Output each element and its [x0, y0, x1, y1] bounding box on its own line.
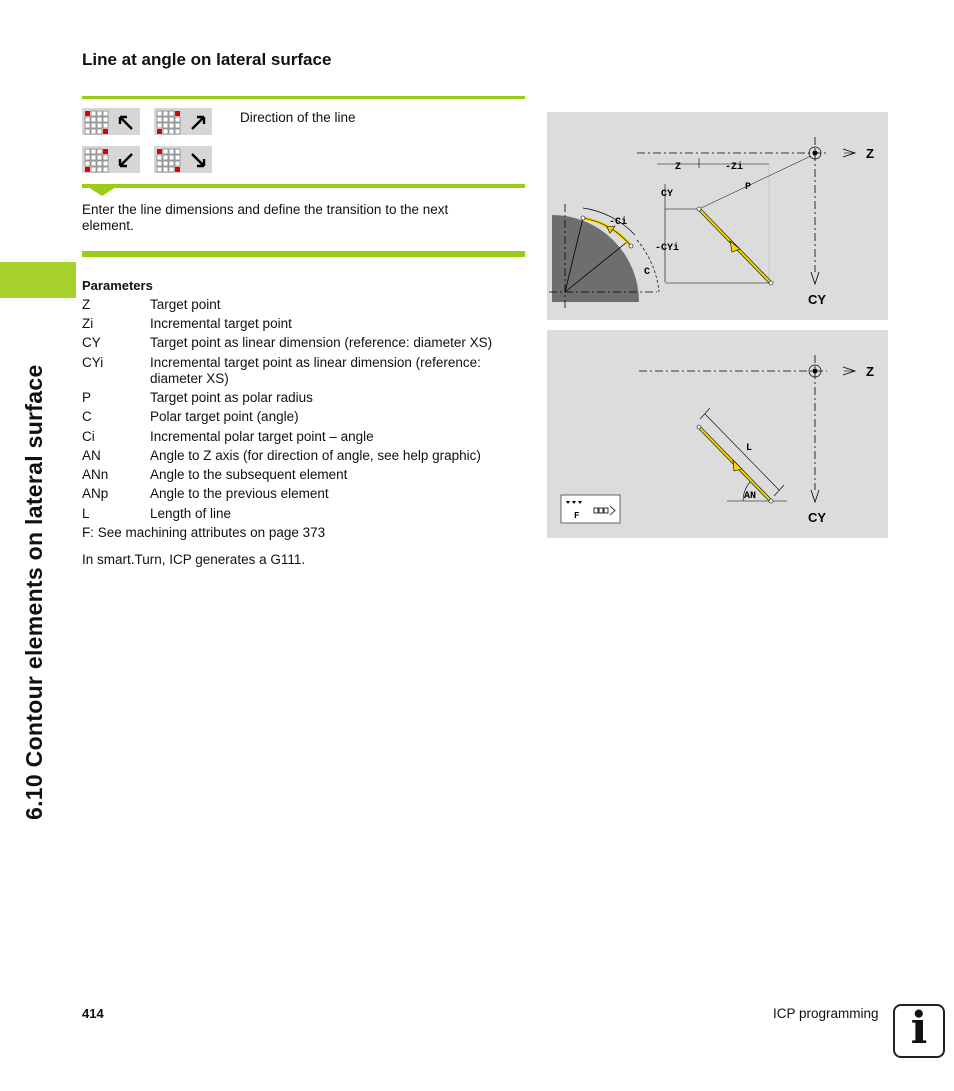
label-an: AN: [744, 491, 757, 502]
label-cy-axis: CY: [808, 292, 827, 307]
info-icon: i: [893, 1004, 945, 1058]
divider-thick: [82, 251, 525, 257]
label-cyi: -CYi: [655, 243, 680, 254]
machining-attributes-icon: [561, 495, 620, 523]
note-machining-attributes: F: See machining attributes on page 373: [82, 525, 326, 540]
direction-down-right-button[interactable]: [154, 146, 212, 173]
label-l: L: [746, 443, 753, 454]
help-graphic-polar: [547, 112, 888, 320]
label-p: P: [745, 182, 752, 193]
label-f: F: [574, 511, 580, 521]
page-number: 414: [82, 1006, 104, 1021]
intro-text: Enter the line dimensions and define the transition to the next element.: [82, 202, 449, 233]
label-ci: -Ci: [609, 217, 628, 228]
label-c: C: [644, 267, 651, 278]
help-graphic-line-angle: [547, 330, 888, 538]
direction-down-right-icon: [154, 146, 212, 173]
parameters-title: Parameters: [82, 278, 153, 293]
chapter-title: 6.10 Contour elements on lateral surface: [21, 364, 47, 820]
footer-text: ICP programming: [773, 1006, 879, 1021]
divider-top: [82, 96, 525, 99]
label-cy: CY: [661, 189, 674, 200]
section-heading: Line at angle on lateral surface: [82, 50, 332, 69]
chapter-tab: [0, 262, 76, 298]
pointer-triangle-icon: [88, 187, 116, 196]
direction-up-left-icon: [82, 108, 140, 135]
label-cy-axis-2: CY: [808, 510, 827, 525]
direction-up-right-button[interactable]: [154, 108, 212, 135]
direction-up-right-icon: [154, 108, 212, 135]
label-zi: -Zi: [725, 162, 744, 173]
label-z-axis: Z: [866, 146, 874, 161]
direction-label: Direction of the line: [240, 110, 356, 125]
note-smart-turn: In smart.Turn, ICP generates a G111.: [82, 552, 306, 567]
label-z: Z: [675, 162, 682, 173]
direction-down-left-button[interactable]: [82, 146, 140, 173]
direction-down-left-icon: [82, 146, 140, 173]
divider-pointer: [82, 184, 525, 188]
direction-up-left-button[interactable]: [82, 108, 140, 135]
label-z-axis-2: Z: [866, 364, 874, 379]
